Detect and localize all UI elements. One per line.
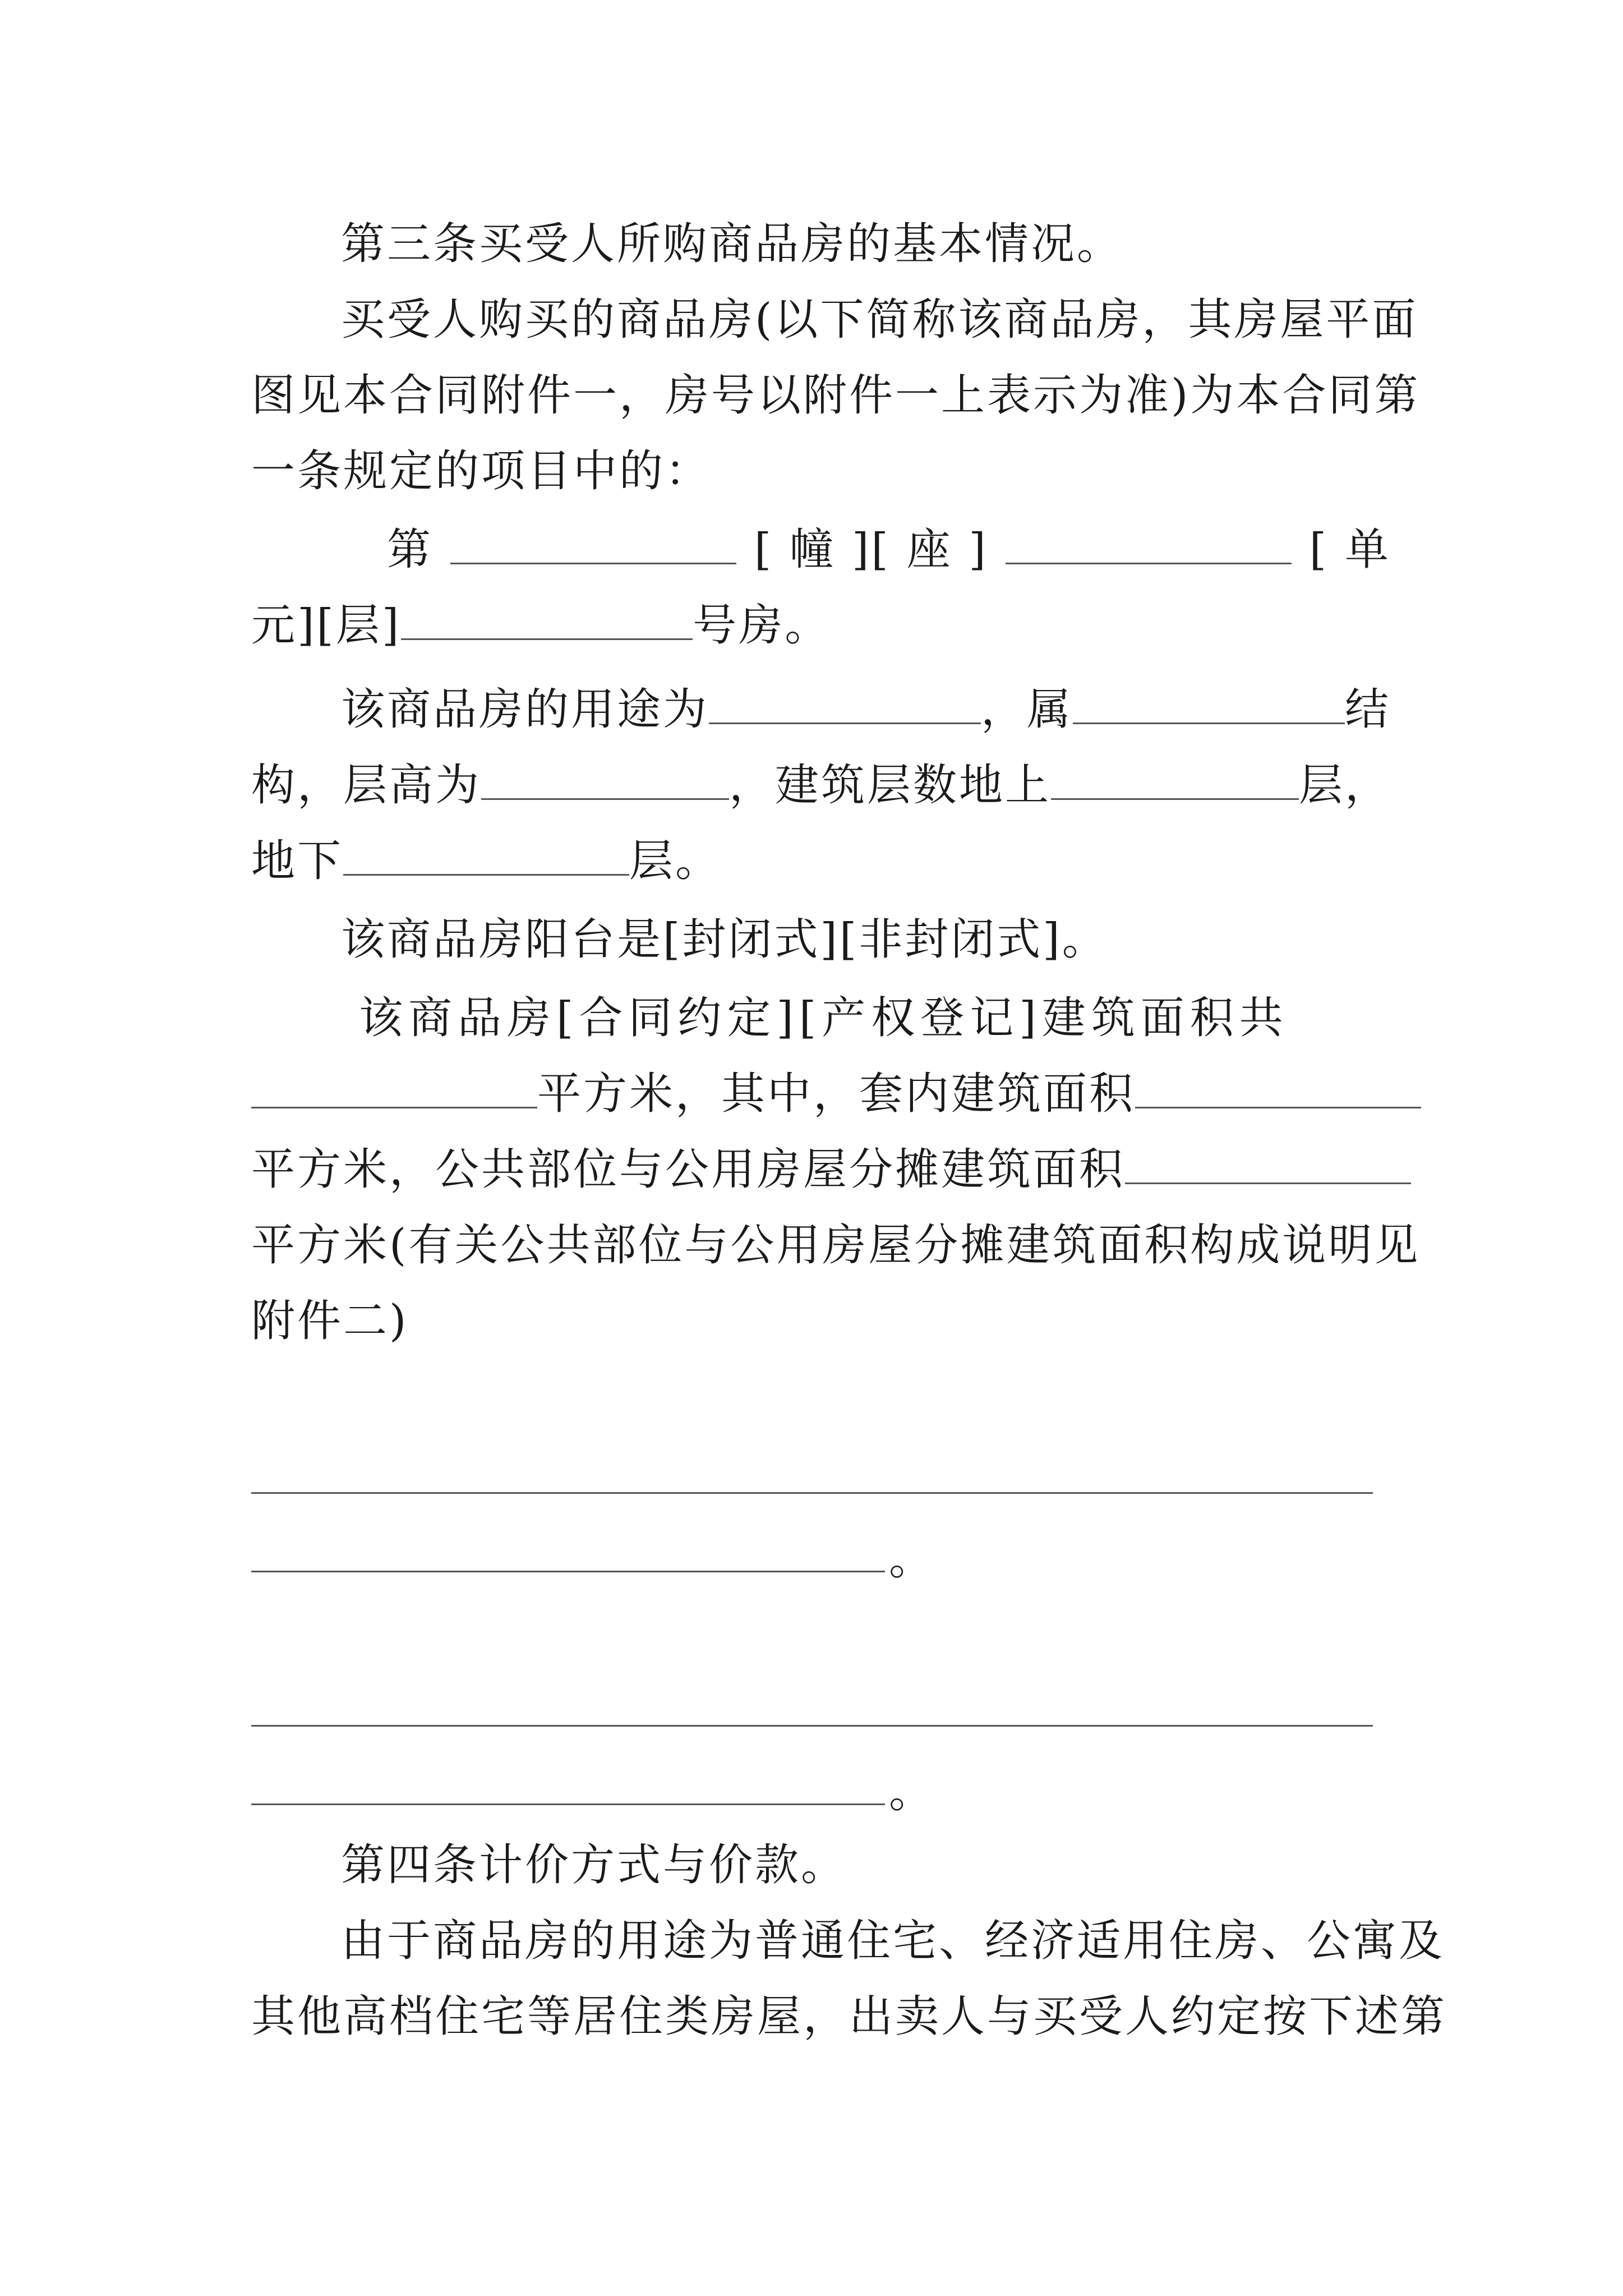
usage-line-3: [251, 830, 1391, 892]
building-number-blank: [450, 523, 736, 564]
floors-below-label: 地下: [251, 836, 344, 886]
inner-area-label: 平方米，其中，套内建筑面积: [537, 1069, 1136, 1119]
shared-area-label: 平方米，公共部位与公用房屋分摊建筑面积: [251, 1144, 1126, 1195]
structure-label: ，属: [980, 684, 1073, 735]
article-3-title: 第三条买受人所购商品房的基本情况。: [341, 219, 1123, 269]
usage-line-2: [251, 754, 1391, 816]
article-4-para-1-line-1: 由于商品房的用途为普通住宅、经济适用住房、公寓及: [341, 1916, 1445, 1966]
blank-line-2: [251, 1571, 885, 1572]
usage-label: 该商品房的用途为: [341, 684, 709, 735]
floors-below-suffix: 层。: [629, 836, 722, 886]
end-mark-2: 。: [889, 1767, 933, 1818]
blank-line-3: [251, 1725, 1373, 1727]
unit-line-1: [387, 519, 1391, 581]
end-mark-1: 。: [889, 1534, 933, 1585]
area-line-3: [251, 1139, 1391, 1200]
floors-above-suffix: 层，: [1298, 760, 1391, 811]
inner-area-blank: [1135, 1068, 1421, 1108]
blank-line-1: [251, 1492, 1373, 1494]
article-3-para-1-line-2: 图见本合同附件一，房号以附件一上表示为准)为本合同第: [251, 370, 1421, 421]
area-line-5: 附件二): [251, 1296, 409, 1346]
floors-below-blank: [343, 835, 629, 876]
floor-height-blank: [481, 759, 729, 800]
structure-blank: [1073, 683, 1345, 724]
balcony-line: 该商品房阳台是[封闭式][非封闭式]。: [341, 914, 1108, 965]
unit-prefix: 第: [387, 524, 434, 575]
unit-option-start: [ 单: [1309, 524, 1391, 575]
article-3-para-1-line-1: 买受人购买的商品房(以下简称该商品房，其房屋平面: [341, 295, 1418, 345]
article-4-title: 第四条计价方式与价款。: [341, 1840, 847, 1890]
area-line-4: 平方米(有关公共部位与公用房屋分摊建筑面积构成说明见: [251, 1220, 1421, 1271]
usage-blank: [709, 683, 981, 724]
article-4-para-1-line-2: 其他高档住宅等居住类房屋，出卖人与买受人约定按下述第: [251, 1991, 1447, 2042]
unit-option-end: 元][层]: [251, 600, 402, 651]
usage-line-1: [341, 679, 1391, 740]
floor-height-label: 构，层高为: [251, 760, 482, 811]
building-option: [ 幢 ][ 座 ]: [754, 524, 988, 575]
area-line-1: 该商品房[合同约定][产权登记]建筑面积共: [359, 993, 1289, 1043]
shared-area-blank: [1125, 1143, 1411, 1184]
room-suffix: 号房。: [693, 600, 831, 651]
unit-number-blank: [1006, 523, 1292, 564]
unit-line-2: [251, 595, 1391, 656]
room-number-blank: [401, 599, 693, 640]
article-3-para-1-line-3: 一条规定的项目中的：: [251, 446, 712, 496]
blank-line-4: [251, 1803, 885, 1805]
floors-above-blank: [1051, 759, 1299, 800]
floors-above-label: ，建筑层数地上: [728, 760, 1051, 811]
area-line-2: [251, 1063, 1391, 1125]
total-area-blank: [251, 1068, 537, 1108]
structure-suffix: 结: [1344, 684, 1391, 735]
